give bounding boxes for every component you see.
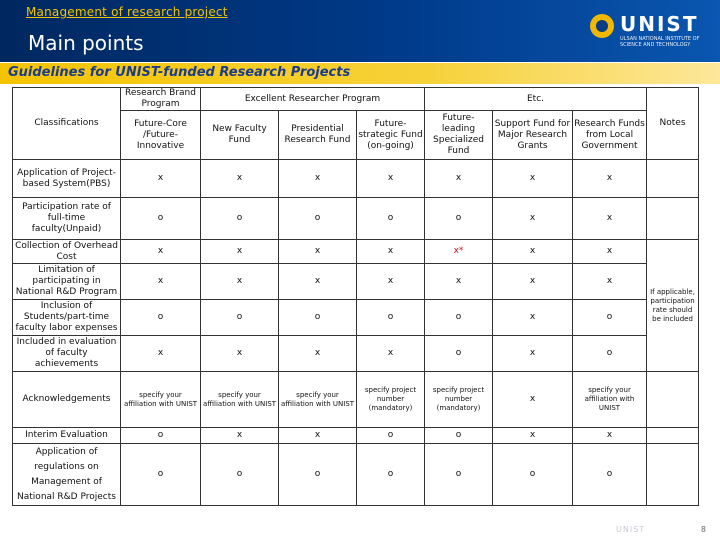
table-cell: o: [121, 300, 201, 336]
table-cell: x: [357, 336, 425, 372]
table-cell: specify project number (mandatory): [425, 372, 493, 428]
table-cell: o: [425, 198, 493, 240]
row-label: Inclusion of Students/part-time faculty labor expenses: [13, 300, 121, 336]
table-cell: x: [279, 336, 357, 372]
guidelines-table: [12, 87, 699, 506]
table-cell: x: [357, 240, 425, 264]
table-cell: x: [121, 336, 201, 372]
table-cell: o: [425, 428, 493, 444]
table-cell: x: [425, 264, 493, 300]
table-cell: x: [201, 160, 279, 198]
table-cell: specify your affiliation with UNIST: [121, 372, 201, 428]
table-cell: o: [201, 198, 279, 240]
header-classifications: Classifications: [13, 88, 121, 160]
header-col: Research Funds from Local Government: [573, 111, 647, 160]
note-cell: [647, 444, 699, 506]
table-cell: specify your affiliation with UNIST: [279, 372, 357, 428]
table-cell: o: [279, 444, 357, 506]
table-cell: o: [425, 300, 493, 336]
table-cell: x: [573, 264, 647, 300]
unist-logo: [590, 12, 708, 52]
row-label: Participation rate of full-time faculty(Unpaid): [13, 198, 121, 240]
table-cell: o: [425, 336, 493, 372]
table-cell: o: [493, 444, 573, 506]
table-cell: x: [279, 428, 357, 444]
table-cell: x: [201, 264, 279, 300]
header-col: Future-leading Specialized Fund: [425, 111, 493, 160]
table-cell: x: [121, 240, 201, 264]
note-cell: [647, 428, 699, 444]
table-cell: x: [279, 240, 357, 264]
table-cell: o: [357, 300, 425, 336]
header-col: Future-Core /Future-Innovative: [121, 111, 201, 160]
footer-logo: UNIST: [616, 525, 646, 534]
header-col: Support Fund for Major Research Grants: [493, 111, 573, 160]
note-cell: [647, 372, 699, 428]
table-cell: x: [201, 336, 279, 372]
table-cell: x: [425, 160, 493, 198]
table-cell: x: [279, 160, 357, 198]
logo-subtitle: ULSAN NATIONAL INSTITUTE OF SCIENCE AND TECHNOLOGY: [620, 36, 700, 48]
logo-word: UNIST: [620, 12, 699, 36]
table-cell: specify your affiliation with UNIST: [573, 372, 647, 428]
row-label: Interim Evaluation: [13, 428, 121, 444]
row-label: Included in evaluation of faculty achievements: [13, 336, 121, 372]
table-cell: x: [357, 160, 425, 198]
table-cell: x: [573, 160, 647, 198]
header-group-etc: Etc.: [425, 88, 647, 111]
table-cell: o: [121, 444, 201, 506]
table-cell: x: [493, 160, 573, 198]
section-kicker: Management of research project: [26, 5, 228, 19]
row-label: Collection of Overhead Cost: [13, 240, 121, 264]
table-cell: o: [357, 428, 425, 444]
row-label: Application of regulations on Management of National R&D Projects: [13, 444, 121, 506]
table-cell: x: [493, 300, 573, 336]
page-number: 8: [700, 525, 706, 534]
table-cell: x: [493, 372, 573, 428]
table-cell: x: [493, 240, 573, 264]
table-cell: x: [357, 264, 425, 300]
header-col: Future-strategic Fund (on-going): [357, 111, 425, 160]
table-cell: x: [121, 264, 201, 300]
table-cell: o: [201, 444, 279, 506]
section-subtitle: Guidelines for UNIST-funded Research Projects: [8, 65, 351, 80]
table-cell: specify project number (mandatory): [357, 372, 425, 428]
header-notes: Notes: [647, 88, 699, 160]
logo-emblem-icon: [590, 14, 614, 38]
table-cell: o: [279, 198, 357, 240]
table-cell: o: [425, 444, 493, 506]
table-cell: x: [493, 264, 573, 300]
table-cell: specify your affiliation with UNIST: [201, 372, 279, 428]
table-cell: x: [493, 198, 573, 240]
table-cell: x: [201, 428, 279, 444]
table-cell: o: [121, 428, 201, 444]
table-cell: x: [573, 428, 647, 444]
note-cell: [647, 198, 699, 240]
header-col: Presidential Research Fund: [279, 111, 357, 160]
table-cell: o: [573, 444, 647, 506]
row-label: Limitation of participating in National R&D Program: [13, 264, 121, 300]
row-label: Acknowledgements: [13, 372, 121, 428]
table-cell-flagged: x*: [425, 240, 493, 264]
note-cell: If applicable, participation rate should be included: [647, 240, 699, 372]
table-cell: o: [573, 300, 647, 336]
table-cell: o: [279, 300, 357, 336]
table-cell: x: [573, 198, 647, 240]
header-group-brand: Research Brand Program: [121, 88, 201, 111]
table-cell: x: [279, 264, 357, 300]
header-group-excellent: Excellent Researcher Program: [201, 88, 425, 111]
table-cell: x: [493, 336, 573, 372]
table-cell: o: [121, 198, 201, 240]
table-cell: x: [121, 160, 201, 198]
table-cell: o: [357, 444, 425, 506]
row-label: Application of Project-based System(PBS): [13, 160, 121, 198]
note-cell: [647, 160, 699, 198]
table-cell: x: [573, 240, 647, 264]
table-cell: x: [493, 428, 573, 444]
table-cell: o: [573, 336, 647, 372]
table-cell: o: [201, 300, 279, 336]
header-col: New Faculty Fund: [201, 111, 279, 160]
table-cell: x: [201, 240, 279, 264]
table-cell: o: [357, 198, 425, 240]
page-title: Main points: [28, 31, 144, 55]
